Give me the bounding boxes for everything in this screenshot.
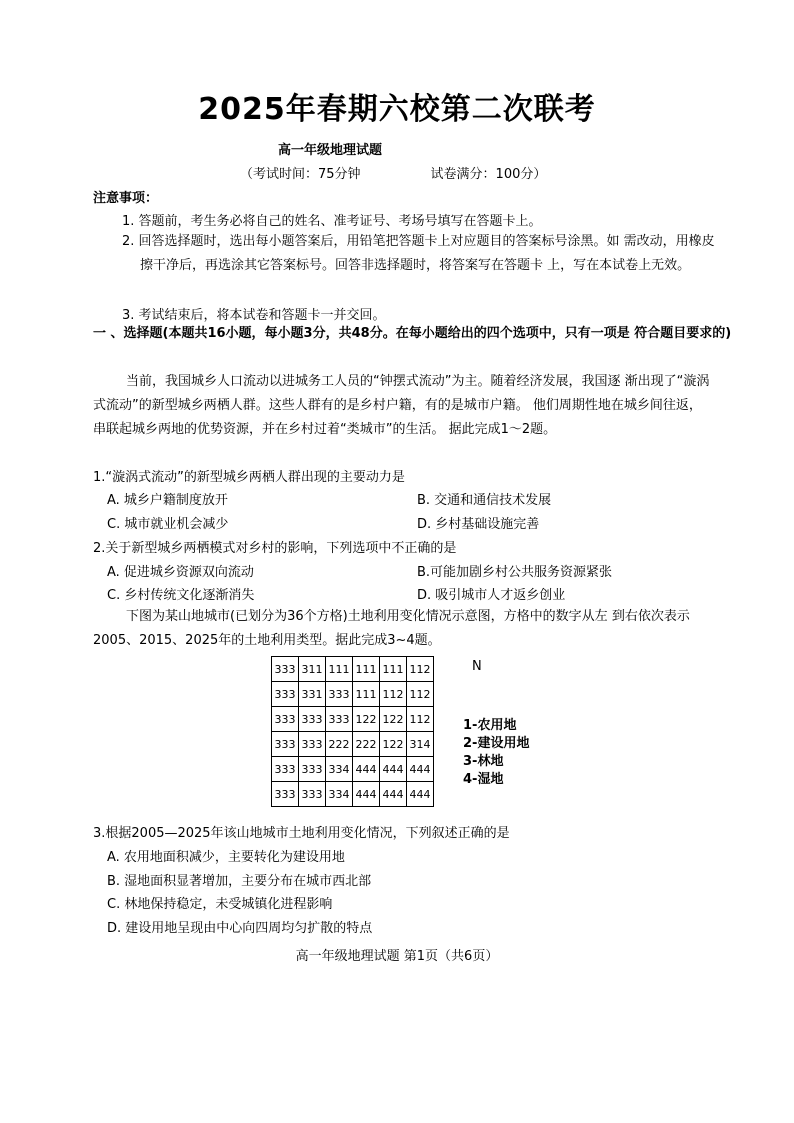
q1-option-c: C. 城市就业机会减少	[107, 517, 229, 532]
notice-item-2: 2. 回答选择题时，选出每小题答案后，用铅笔把答题卡上对应题目的答案标号涂黑。如 需改动，用橡皮擦干净后，再选涂其它答案标号。回答非选择题时，将答案写在答题卡 上，写在本试卷上无效。	[122, 234, 715, 273]
q3-option-c: C. 林地保持稳定，未受城镇化进程影响	[107, 897, 333, 912]
grid-cell: 112	[407, 707, 434, 732]
grid-row	[272, 732, 434, 757]
grid-row	[272, 682, 434, 707]
exam-subtitle: 高一年级地理试题	[278, 143, 383, 158]
passage-1: 当前，我国城乡人口流动以进城务工人员的“钟摆式流动”为主。随着经济发展，我国逐 渐出现了“漩涡式流动”的新型城乡两栖人群。这些人群有的是乡村户籍，有的是城市户籍。 他们周期性地在城乡间往返，串联起城乡两地的优势资源，并在乡村过着“类城市”的生活。 据此完成1～2题。	[93, 374, 710, 437]
grid-cell: 111	[353, 657, 380, 682]
section-heading: 一 、选择题(本题共16小题，每小题3分，共48分。在每小题给出的四个选项中，只有一项是 符合题目要求的)	[93, 326, 732, 341]
grid-cell: 333	[299, 782, 326, 807]
grid-cell: 333	[272, 682, 299, 707]
grid-cell: 314	[407, 732, 434, 757]
legend-item: 3-林地	[463, 754, 504, 769]
grid-cell: 112	[380, 682, 407, 707]
passage-2: 下图为某山地城市(已划分为36个方格)土地利用变化情况示意图，方格中的数字从左 到右依次表示2005、2015、2025年的土地利用类型。据此完成3~4题。	[93, 609, 690, 648]
grid-cell: 444	[353, 757, 380, 782]
legend-item: 4-湿地	[463, 772, 504, 787]
grid-cell: 333	[272, 707, 299, 732]
grid-cell: 112	[407, 682, 434, 707]
q2-option-c: C. 乡村传统文化逐渐消失	[107, 588, 255, 603]
q2-stem: 2.关于新型城乡两栖模式对乡村的影响，下列选项中不正确的是	[93, 541, 457, 556]
grid-cell: 122	[380, 707, 407, 732]
q3-option-b: B. 湿地面积显著增加，主要分布在城市西北部	[107, 874, 372, 889]
grid-cell: 333	[326, 682, 353, 707]
grid-cell: 222	[353, 732, 380, 757]
q3-stem: 3.根据2005—2025年该山地城市土地利用变化情况，下列叙述正确的是	[93, 826, 510, 841]
grid-cell: 333	[299, 732, 326, 757]
exam-title: 2025年春期六校第二次联考	[198, 92, 596, 127]
q2-option-b: B.可能加剧乡村公共服务资源紧张	[417, 565, 613, 580]
legend-item: 1-农用地	[463, 718, 517, 733]
notice-item-1: 1. 答题前，考生务必将自己的姓名、准考证号、考场号填写在答题卡上。	[122, 214, 542, 229]
grid-row	[272, 782, 434, 807]
north-arrow-label: N	[472, 659, 482, 674]
grid-cell: 333	[272, 757, 299, 782]
q3-option-a: A. 农用地面积减少，主要转化为建设用地	[107, 850, 345, 865]
grid-cell: 333	[299, 757, 326, 782]
q3-option-d: D. 建设用地呈现由中心向四周均匀扩散的特点	[107, 921, 373, 936]
legend-item: 2-建设用地	[463, 736, 530, 751]
grid-cell: 334	[326, 757, 353, 782]
grid-cell: 111	[326, 657, 353, 682]
grid-cell: 333	[272, 782, 299, 807]
grid-cell: 111	[380, 657, 407, 682]
land-use-grid	[271, 656, 434, 807]
exam-info	[240, 163, 546, 182]
grid-row	[272, 707, 434, 732]
grid-cell: 122	[353, 707, 380, 732]
full-score: 试卷满分：100分）	[430, 167, 547, 182]
grid-cell: 333	[272, 657, 299, 682]
q1-stem: 1.“漩涡式流动”的新型城乡两栖人群出现的主要动力是	[93, 470, 405, 485]
grid-cell: 311	[299, 657, 326, 682]
grid-cell: 111	[353, 682, 380, 707]
grid-cell: 331	[299, 682, 326, 707]
grid-cell: 112	[407, 657, 434, 682]
notice-heading: 注意事项：	[93, 191, 159, 206]
grid-cell: 122	[380, 732, 407, 757]
grid-row	[272, 757, 434, 782]
grid-cell: 444	[353, 782, 380, 807]
q1-option-d: D. 乡村基础设施完善	[417, 517, 540, 532]
page-footer: 高一年级地理试题 第1页（共6页）	[295, 949, 499, 964]
grid-row	[272, 657, 434, 682]
exam-time: （考试时间：75分钟	[240, 167, 361, 182]
q2-option-d: D. 吸引城市人才返乡创业	[417, 588, 566, 603]
grid-cell: 333	[299, 707, 326, 732]
grid-cell: 333	[272, 732, 299, 757]
grid-cell: 334	[326, 782, 353, 807]
grid-cell: 333	[326, 707, 353, 732]
grid-cell: 444	[380, 782, 407, 807]
grid-cell: 222	[326, 732, 353, 757]
grid-cell: 444	[380, 757, 407, 782]
grid-cell: 444	[407, 782, 434, 807]
grid-cell: 444	[407, 757, 434, 782]
q1-option-a: A. 城乡户籍制度放开	[107, 493, 228, 508]
notice-item-3: 3. 考试结束后，将本试卷和答题卡一并交回。	[122, 308, 386, 323]
q2-option-a: A. 促进城乡资源双向流动	[107, 565, 254, 580]
q1-option-b: B. 交通和通信技术发展	[417, 493, 552, 508]
